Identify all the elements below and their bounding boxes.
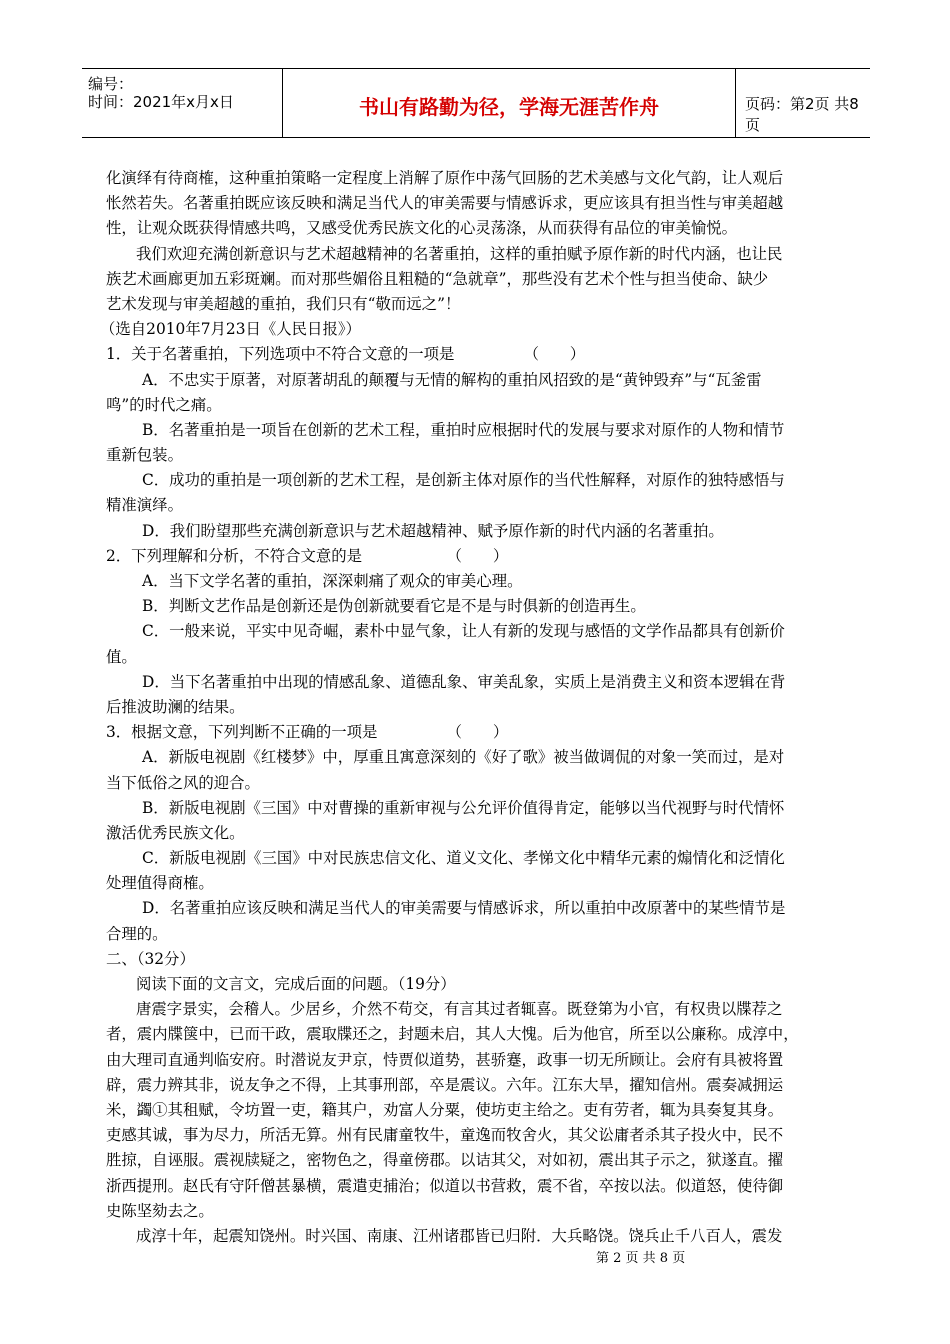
- text-line: 族艺术画廊更加五彩斑斓。而对那些媚俗且粗糙的“急就章”，那些没有艺术个性与担当使命、缺少: [106, 269, 769, 288]
- doc-date-label: 时间：2021年x月x日: [88, 93, 234, 111]
- option-line: C．新版电视剧《三国》中对民族忠信文化、道义文化、孝悌文化中精华元素的煽情化和泛情化: [142, 849, 785, 868]
- option-line: A．新版电视剧《红楼梦》中，厚重且寓意深刻的《好了歌》被当做调侃的对象一笑而过，是对: [142, 748, 785, 767]
- option-line: B．新版电视剧《三国》中对曹操的重新审视与公允评价值得肯定，能够以当代视野与时代情怀: [142, 798, 785, 817]
- header-motto: 书山有路勤为径，学海无涯苦作舟: [359, 95, 659, 119]
- header-table: [82, 68, 870, 138]
- option-line: 值。: [106, 647, 137, 666]
- option-line: 重新包装。: [106, 446, 183, 465]
- text-line: 艺术发现与审美超越的重拍，我们只有“敬而远之”！: [106, 294, 461, 313]
- passage-line: 史陈坚劾去之。: [106, 1201, 214, 1220]
- text-line: 化演绎有待商榷，这种重拍策略一定程度上消解了原作中荡气回肠的艺术美感与文化气韵，让人观后: [106, 169, 784, 187]
- option-line: C．一般来说，平实中见奇崛，素朴中显气象，让人有新的发现与感悟的文学作品都具有创新价: [142, 622, 785, 641]
- page-footer: 第 2 页 共 8 页: [596, 1251, 686, 1266]
- passage-line: 由大理司直通判临安府。时潜说友尹京，恃贾似道势，甚骄蹇，政事一切无所顾让。会府有具被将置: [106, 1050, 784, 1069]
- passage-line: 成淳十年，起震知饶州。时兴国、南康、江州诸郡皆已归附．大兵略饶。饶兵止千八百人，震发: [136, 1226, 783, 1245]
- option-line: B．名著重拍是一项旨在创新的艺术工程，重拍时应根据时代的发展与要求对原作的人物和情节: [142, 420, 785, 439]
- option-line: 合理的。: [106, 924, 168, 943]
- section-heading: 二、（32分）: [106, 949, 195, 968]
- question-1: 1．关于名著重拍，下列选项中不符合文意的一项是 （ ）: [106, 345, 586, 364]
- option-line: A．当下文学名著的重拍，深深刺痛了观众的审美心理。: [142, 572, 523, 590]
- text-line: 怅然若失。名著重拍既应该反映和满足当代人的审美需要与情感诉求，更应该具有担当性与审美超越: [106, 194, 784, 213]
- option-line: 后推波助澜的结果。: [106, 697, 245, 716]
- option-line: B．判断文艺作品是创新还是伪创新就要看它是不是与时俱新的创造再生。: [142, 597, 646, 616]
- passage-line: 胜掠，自诬服。震视牍疑之，密物色之，得童傍郡。以诘其父，对如初，震出其子示之，狱遂直。擢: [106, 1151, 784, 1170]
- option-line: 鸣”的时代之痛。: [106, 395, 222, 414]
- passage-line: 唐震字景实，会稽人。少居乡，介然不苟交，有言其过者辄喜。既登第为小官，有权贵以牒荐之: [136, 1000, 783, 1019]
- option-line: D．当下名著重拍中出现的情感乱象、道德乱象、审美乱象，实质上是消费主义和资本逻辑在背: [142, 672, 786, 691]
- passage-line: 吏感其诚，事为尽力，所活无算。州有民庸童牧牛，童逸而牧舍火，其父讼庸者杀其子投火中，民不: [106, 1126, 784, 1145]
- option-line: 精准演绎。: [106, 496, 183, 515]
- passage-line: 辟，震力辨其非，说友争之不得，上其事刑部，卒是震议。六年。江东大旱，擢知信州。震奏减拥运: [106, 1075, 784, 1094]
- option-line: C．成功的重拍是一项创新的艺术工程，是创新主体对原作的当代性解释，对原作的独特感悟与: [142, 471, 785, 490]
- text-line: 我们欢迎充满创新意识与艺术超越精神的名著重拍，这样的重拍赋予原作新的时代内涵，也让民: [136, 244, 783, 263]
- doc-number-label: 编号：: [88, 75, 134, 93]
- text-line: 性，让观众既获得情感共鸣，又感受优秀民族文化的心灵荡涤，从而获得有品位的审美愉悦。: [106, 219, 738, 238]
- question-2: 2．下列理解和分析，不符合文意的是 （ ）: [106, 546, 509, 565]
- header-left-cell: [82, 69, 282, 137]
- document-body: [100, 166, 850, 1249]
- option-line: 当下低俗之风的迎合。: [106, 773, 260, 792]
- header-right-cell: [735, 69, 870, 137]
- option-line: D．名著重拍应该反映和满足当代人的审美需要与情感诉求，所以重拍中改原著中的某些情节是: [142, 899, 786, 918]
- option-line: 处理值得商榷。: [106, 874, 214, 893]
- source-citation: （选自2010年7月23日《人民日报》）: [100, 320, 361, 339]
- instruction-line: 阅读下面的文言文，完成后面的问题。（19分）: [136, 975, 456, 993]
- passage-line: 米，蠲①其租赋，令坊置一吏，籍其户，劝富人分粟，使坊吏主给之。吏有劳者，辄为具奏复其身。: [106, 1100, 784, 1119]
- header-center-cell: [282, 69, 736, 137]
- option-line: A．不忠实于原著，对原著胡乱的颠覆与无情的解构的重拍风招致的是“黄钟毁弃”与“瓦釜雷: [142, 370, 762, 389]
- passage-line: 浙西提刑。赵氏有守阡僧甚暴横，震遣吏捕治；似道以书营救，震不省，卒按以法。似道怒，使待御: [106, 1176, 784, 1195]
- question-3: 3．根据文意，下列判断不正确的一项是 （ ）: [106, 723, 509, 742]
- passage-line: 者，震内牒箧中，已而干政，震取牒还之，封题未启，其人大愧。后为他官，所至以公廉称。成淳中，: [106, 1025, 799, 1044]
- option-line: 激活优秀民族文化。: [106, 823, 245, 842]
- option-line: D．我们盼望那些充满创新意识与艺术超越精神、赋予原作新的时代内涵的名著重拍。: [142, 521, 724, 540]
- header-page-label: 页码：第2页 共8页: [745, 95, 859, 134]
